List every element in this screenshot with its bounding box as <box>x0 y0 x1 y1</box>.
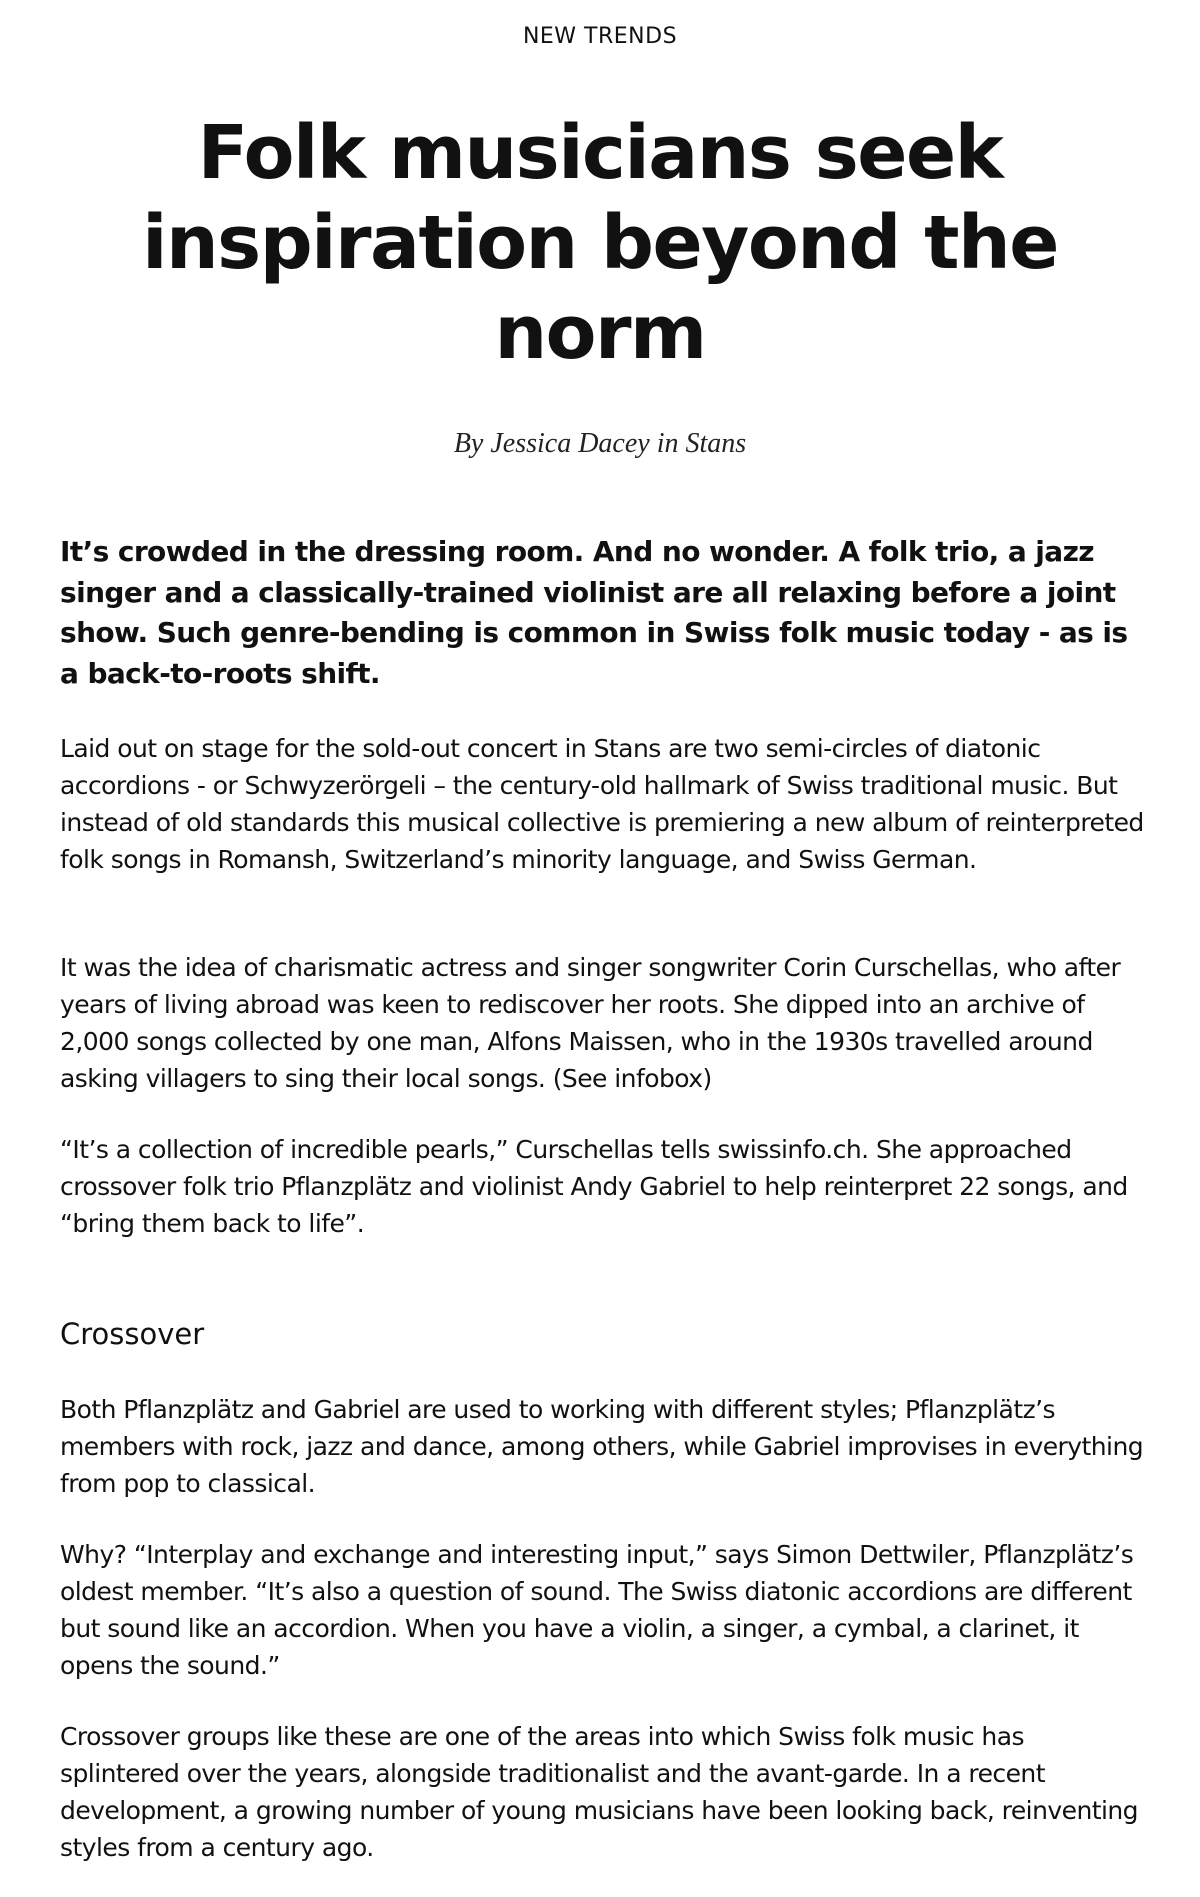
body-paragraph: Why? “Interplay and exchange and interesting input,” says Simon Dettwiler, Pflanzplätz’s oldest member. “It’s also a question of sound. The Swiss diatonic accordions are different but sound like an accordion. When you have a violin, a singer, a cymbal, a clarinet, it opens the sound.” <box>60 1540 1134 1680</box>
body-paragraph: “It’s a collection of incredible pearls,” Curschellas tells swissinfo.ch. She approached crossover folk trio Pflanzplätz and violinist Andy Gabriel to help reinterpret 22 songs, and “bring them back to life”. <box>60 1135 1128 1238</box>
byline: By Jessica Dacey in Stans <box>453 428 747 459</box>
section-kicker: NEW TRENDS <box>522 24 678 49</box>
lead-paragraph: It’s crowded in the dressing room. And no wonder. A folk trio, a jazz singer and a classically-trained violinist are all relaxing before a joint show. Such genre-bending is common in Swiss folk music today - as is a back-to-roots shift. <box>60 535 1128 690</box>
section-subheading: Crossover <box>60 1317 205 1351</box>
body-paragraph: It was the idea of charismatic actress and singer songwriter Corin Curschellas, who after years of living abroad was keen to rediscover her roots. She dipped into an archive of 2,000 songs collected by one man, Alfons Maissen, who in the 1930s travelled around asking villagers to sing their local songs. (See infobox) <box>60 953 1121 1093</box>
article-headline: Folk musicians seek inspiration beyond the norm <box>142 110 1058 376</box>
body-paragraph: Both Pflanzplätz and Gabriel are used to working with different styles; Pflanzplätz’s members with rock, jazz and dance, among others, while Gabriel improvises in everything from pop to classical. <box>60 1395 1144 1498</box>
body-paragraph: Crossover groups like these are one of the areas into which Swiss folk music has splintered over the years, alongside traditionalist and the avant-garde. In a recent development, a growing number of young musicians have been looking back, reinventing styles from a century ago. <box>60 1722 1138 1862</box>
body-paragraph: Laid out on stage for the sold-out concert in Stans are two semi-circles of diatonic accordions - or Schwyzerörgeli – the century-old hallmark of Swiss traditional music. But instead of old standards this musical collective is premiering a new album of reinterpreted folk songs in Romansh, Switzerland’s minority language, and Swiss German. <box>60 734 1144 874</box>
